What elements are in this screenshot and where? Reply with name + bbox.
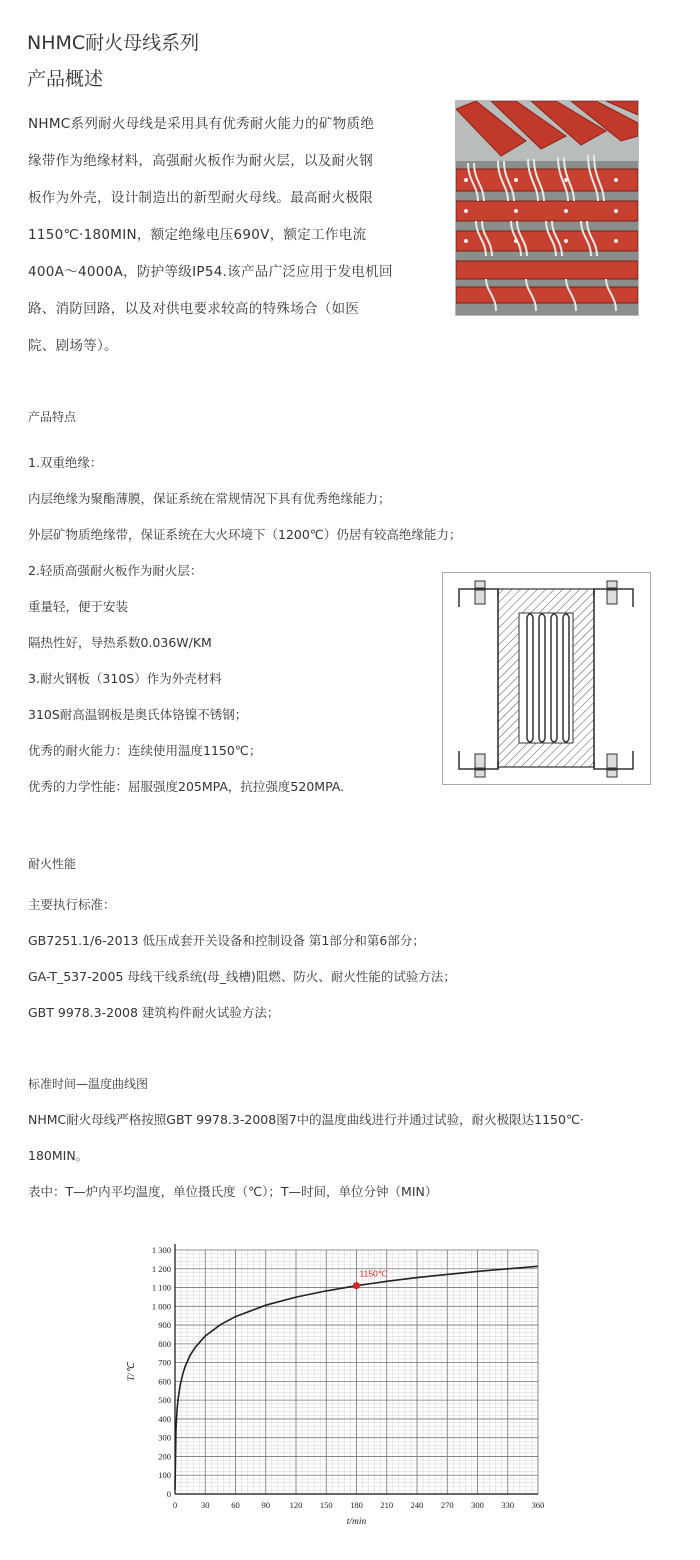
curve-line: 表中：T—炉内平均温度，单位摄氏度（℃）；T—时间，单位分钟（MIN） bbox=[28, 1184, 438, 1199]
fire-line: 主要执行标准： bbox=[28, 897, 116, 912]
x-tick-label: 360 bbox=[531, 1500, 545, 1510]
feature-line: 310S耐高温钢板是奥氏体铬镍不锈钢； bbox=[28, 707, 248, 722]
x-axis-label: t/min bbox=[346, 1517, 367, 1527]
y-tick-label: 700 bbox=[158, 1357, 171, 1368]
feature-line: 外层矿物质绝缘带，保证系统在大火环境下（1200℃）仍居有较高绝缘能力； bbox=[28, 527, 462, 542]
annotation-label: 1150℃ bbox=[359, 1268, 388, 1279]
time-temperature-chart bbox=[120, 1230, 550, 1555]
y-tick-label: 900 bbox=[158, 1320, 171, 1331]
x-tick-label: 180 bbox=[350, 1500, 363, 1510]
y-tick-label: 600 bbox=[158, 1376, 171, 1387]
x-tick-label: 330 bbox=[501, 1500, 515, 1510]
chart-svg bbox=[120, 1230, 550, 1555]
curve-heading: 标准时间—温度曲线图 bbox=[28, 1077, 149, 1091]
x-tick-label: 90 bbox=[261, 1500, 270, 1510]
feature-line: 优秀的力学性能：屈服强度205MPA，抗拉强度520MPA. bbox=[28, 779, 345, 794]
x-tick-label: 210 bbox=[380, 1500, 394, 1510]
y-tick-label: 0 bbox=[166, 1489, 171, 1499]
x-tick-label: 30 bbox=[201, 1500, 210, 1510]
intro-line: 院、剧场等）。 bbox=[28, 338, 118, 354]
x-tick-label: 120 bbox=[289, 1500, 303, 1510]
fire-line: GBT 9978.3-2008 建筑构件耐火试验方法； bbox=[28, 1005, 280, 1020]
intro-line: 板作为外壳，设计制造出的新型耐火母线。最高耐火极限 bbox=[28, 190, 373, 206]
annotation-marker bbox=[353, 1282, 360, 1289]
curve-line: 180MIN。 bbox=[28, 1148, 89, 1163]
cross-section-diagram bbox=[442, 572, 651, 785]
y-tick-label: 400 bbox=[158, 1413, 171, 1424]
curve-line: NHMC耐火母线严格按照GBT 9978.3-2008图7中的温度曲线进行并通过试验，耐火极限达1150℃· bbox=[28, 1112, 584, 1127]
y-tick-label: 1 100 bbox=[151, 1282, 171, 1293]
features-heading: 产品特点 bbox=[28, 410, 77, 424]
feature-line: 重量轻，便于安装 bbox=[28, 599, 129, 614]
intro-line: 缘带作为绝缘材料，高强耐火板作为耐火层，以及耐火钢 bbox=[28, 153, 373, 169]
intro-paragraph bbox=[28, 106, 400, 365]
y-tick-label: 1 300 bbox=[151, 1245, 171, 1255]
feature-line: 内层绝缘为聚酯薄膜，保证系统在常规情况下具有优秀绝缘能力； bbox=[28, 491, 391, 506]
x-tick-label: 60 bbox=[231, 1500, 240, 1510]
intro-line: 400A～4000A，防护等级IP54.该产品广泛应用于发电机回 bbox=[28, 264, 393, 280]
intro-line: 路、消防回路，以及对供电要求较高的特殊场合（如医 bbox=[28, 301, 360, 317]
fire-line: GA-T_537-2005 母线干线系统(母_线槽)阻燃、防火、耐火性能的试验方法； bbox=[28, 969, 456, 984]
y-tick-label: 300 bbox=[158, 1432, 171, 1443]
y-tick-label: 1 000 bbox=[151, 1301, 171, 1312]
fire-line: GB7251.1/6-2013 低压成套开关设备和控制设备 第1部分和第6部分； bbox=[28, 933, 425, 948]
y-tick-label: 800 bbox=[158, 1338, 171, 1349]
y-axis-label: T/℃ bbox=[127, 1362, 137, 1382]
y-tick-label: 1 200 bbox=[151, 1263, 171, 1274]
y-tick-label: 100 bbox=[158, 1470, 171, 1481]
section-heading-overview: 产品概述 bbox=[27, 68, 104, 90]
product-photo bbox=[455, 100, 639, 316]
y-tick-label: 200 bbox=[158, 1451, 171, 1462]
feature-line: 优秀的耐火能力：连续使用温度1150℃； bbox=[28, 743, 262, 758]
feature-line: 隔热性好，导热系数0.036W/KM bbox=[28, 635, 212, 650]
feature-line: 3.耐火钢板（310S）作为外壳材料 bbox=[28, 671, 222, 686]
x-tick-label: 240 bbox=[410, 1500, 424, 1510]
intro-line: NHMC系列耐火母线是采用具有优秀耐火能力的矿物质绝 bbox=[28, 116, 375, 132]
fire-heading: 耐火性能 bbox=[28, 857, 77, 871]
x-tick-label: 300 bbox=[471, 1500, 484, 1510]
intro-line: 1150℃·180MIN，额定绝缘电压690V，额定工作电流 bbox=[28, 227, 367, 243]
x-tick-label: 270 bbox=[440, 1500, 454, 1510]
x-tick-label: 0 bbox=[172, 1500, 178, 1510]
y-tick-label: 500 bbox=[158, 1395, 171, 1406]
x-tick-label: 150 bbox=[319, 1500, 333, 1510]
feature-line: 2.轻质高强耐火板作为耐火层： bbox=[28, 563, 203, 578]
page-title: NHMC耐火母线系列 bbox=[27, 32, 200, 54]
feature-line: 1.双重绝缘： bbox=[28, 455, 103, 470]
